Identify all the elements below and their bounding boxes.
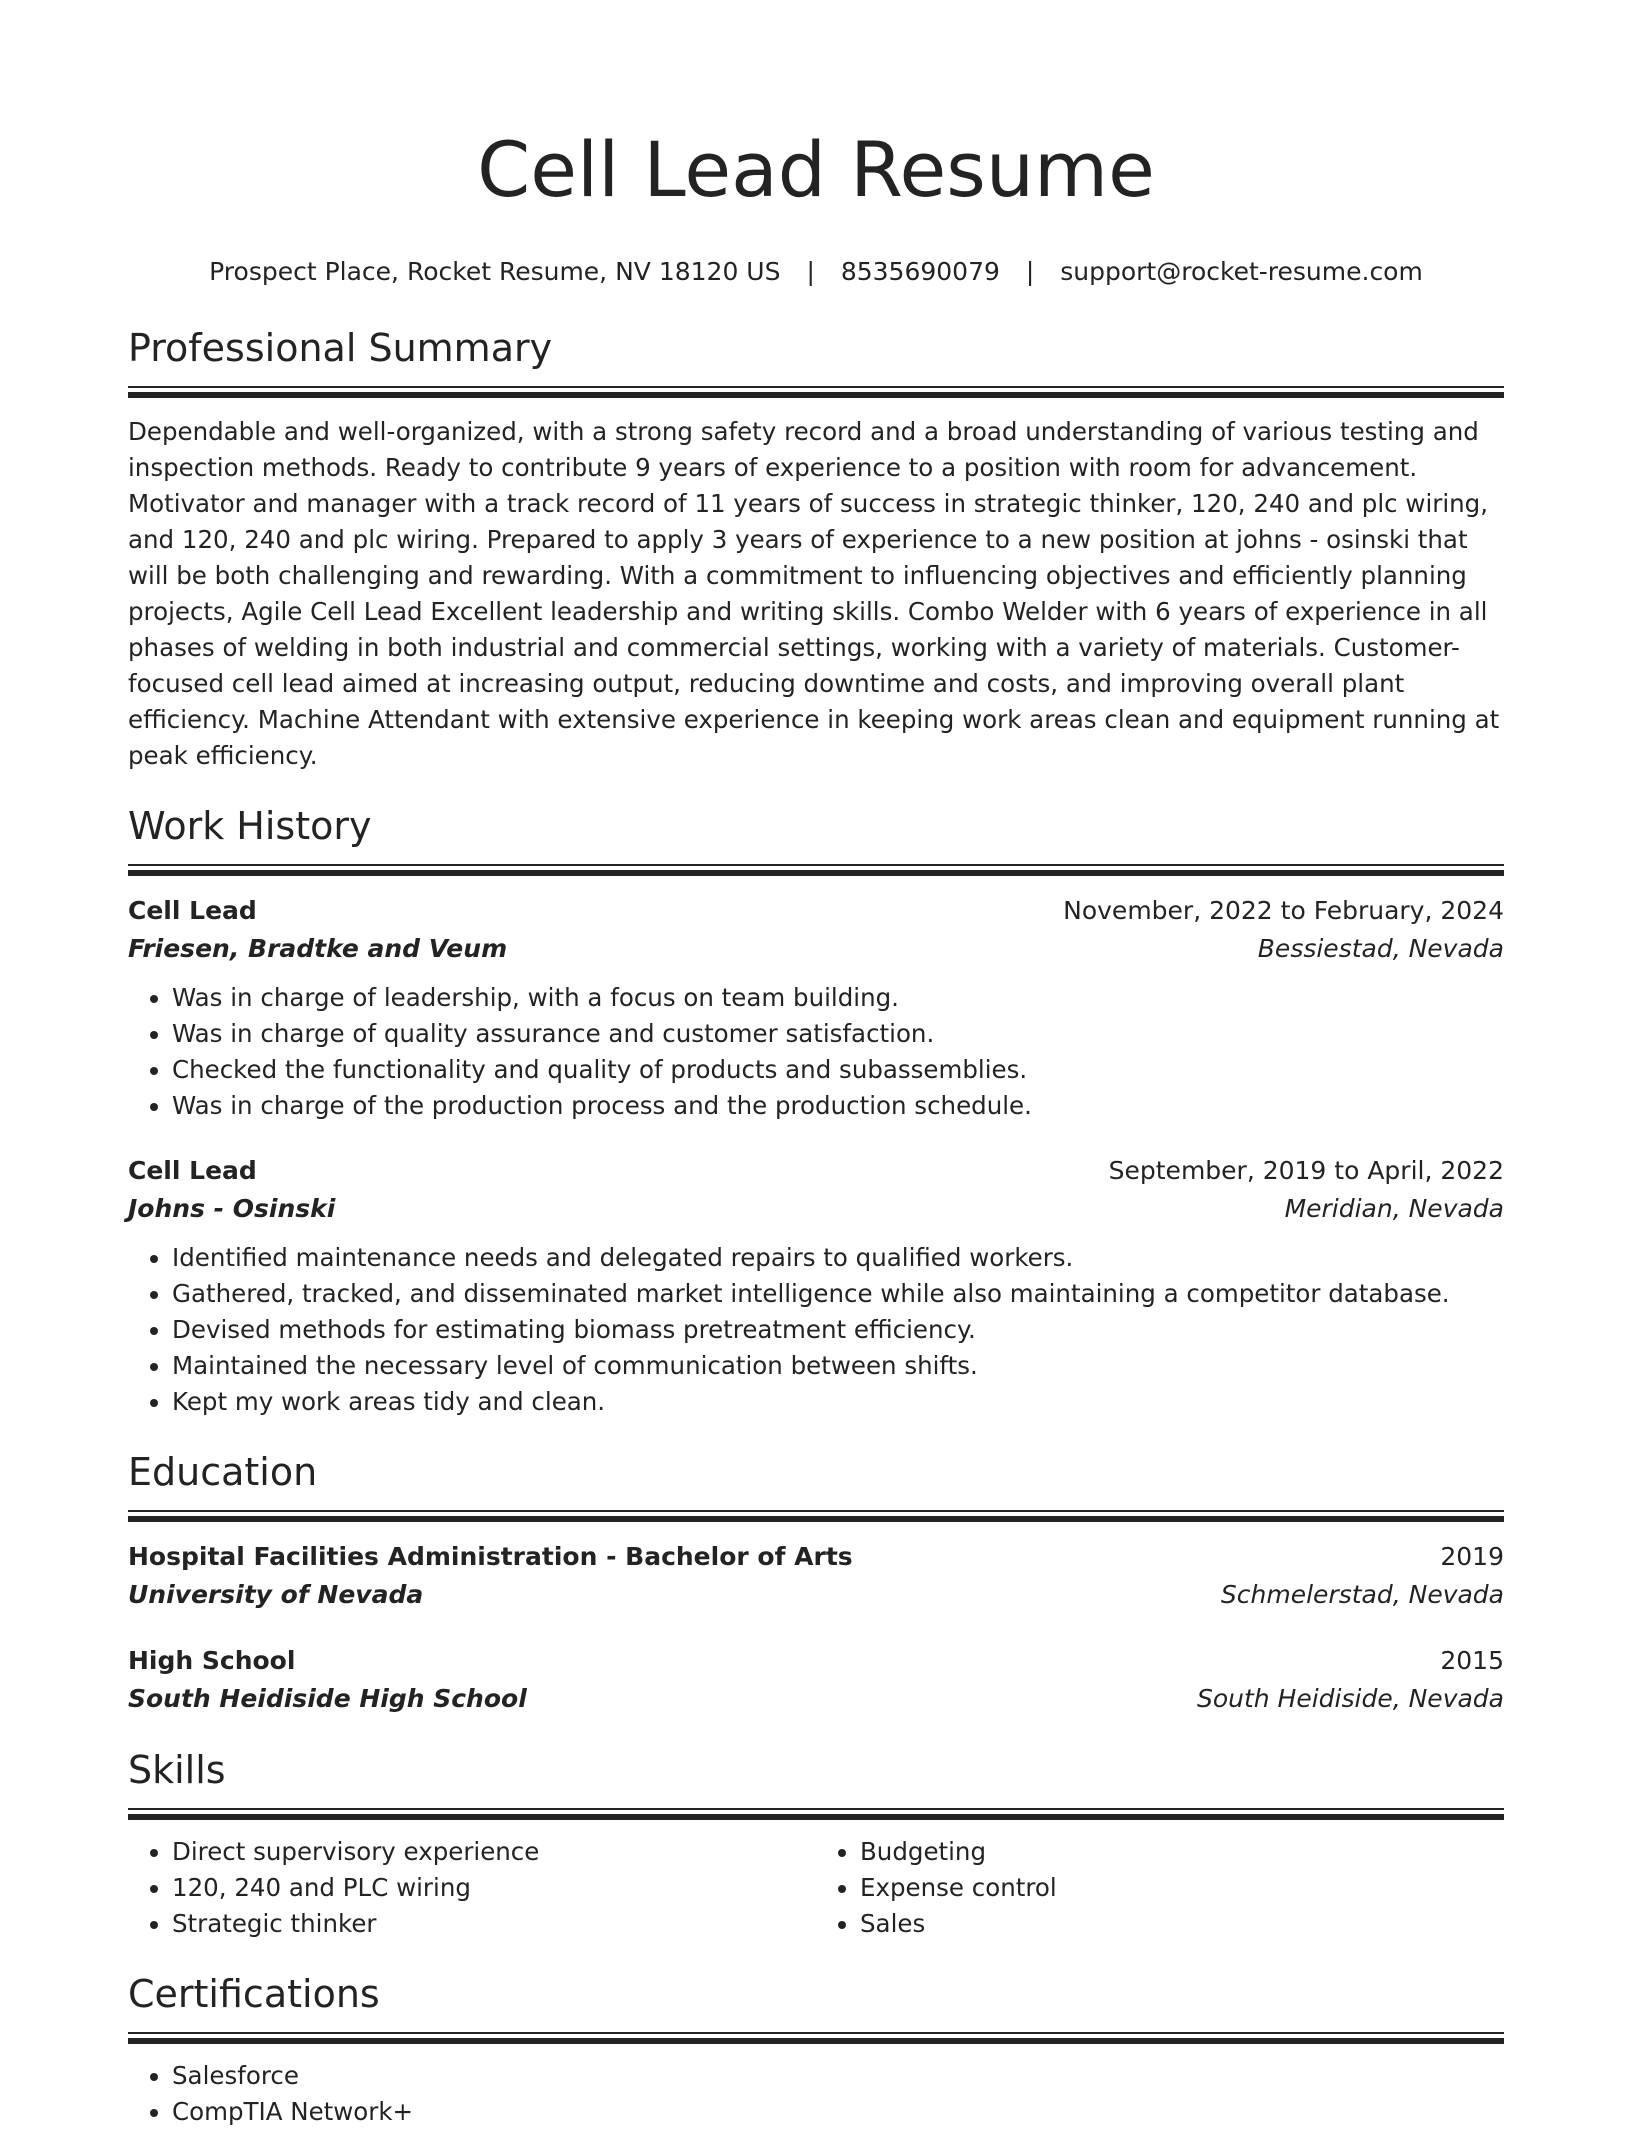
skill-item: • Sales xyxy=(860,1906,1504,1942)
contact-line xyxy=(128,254,1504,290)
section-heading: Skills xyxy=(128,1748,226,1792)
skill-item: • Budgeting xyxy=(860,1834,1504,1870)
skill-item: • Direct supervisory experience xyxy=(172,1834,816,1870)
summary-text: Dependable and well-organized, with a strong safety record and a broad understanding of various testing and inspection methods. Ready to contribute 9 years of experience to a position with room for advancement. Motivator and manager with a track record of 11 years of success in strategic thinker, 120, 240 and plc wiring, and 120, 240 and plc wiring. Prepared to apply 3 years of experience to a new position at johns - osinski that will be both challenging and rewarding. With a commitment to influencing objectives and efficiently planning projects, Agile Cell Lead Excellent leadership and writing skills. Combo Welder with 6 years of experience in all phases of welding in both industrial and commercial settings, working with a variety of materials. Customer-focused cell lead aimed at increasing output, reducing downtime and costs, and improving overall plant efficiency. Machine Attendant with extensive experience in keeping work areas clean and equipment running at peak efficiency. xyxy=(128,417,1500,770)
section-divider xyxy=(128,1510,1504,1524)
graduation-year: 2019 xyxy=(1440,1542,1504,1571)
section-heading: Work History xyxy=(128,804,372,848)
list-item: • Kept my work areas tidy and clean. xyxy=(172,1384,1504,1420)
resume-title: Cell Lead Resume xyxy=(477,125,1155,214)
skills-section xyxy=(128,1746,1504,1942)
school-name: University of Nevada xyxy=(128,1580,424,1609)
company-name: Johns - Osinski xyxy=(128,1194,336,1223)
work-history-section xyxy=(128,802,1504,1420)
degree-name: High School xyxy=(128,1646,296,1675)
job-location: Bessiestad, Nevada xyxy=(1257,934,1504,963)
list-item: • Checked the functionality and quality of products and subassemblies. xyxy=(172,1052,1504,1088)
contact-separator: | xyxy=(1025,257,1035,286)
education-section xyxy=(128,1448,1504,1718)
list-item: • Was in charge of leadership, with a focus on team building. xyxy=(172,980,1504,1016)
skills-grid xyxy=(128,1834,1504,1942)
section-divider xyxy=(128,2032,1504,2046)
job-bullets xyxy=(128,980,1504,1124)
section-divider xyxy=(128,864,1504,878)
certifications-section xyxy=(128,1970,1504,2130)
skills-column-right xyxy=(816,1834,1504,1942)
certification-item: • Salesforce xyxy=(172,2058,1504,2094)
school-location: South Heidiside, Nevada xyxy=(1196,1684,1504,1713)
list-item: • Devised methods for estimating biomass pretreatment efficiency. xyxy=(172,1312,1504,1348)
section-divider xyxy=(128,1808,1504,1822)
contact-separator: | xyxy=(806,257,815,286)
company-name: Friesen, Bradtke and Veum xyxy=(128,934,508,963)
graduation-year: 2015 xyxy=(1440,1646,1504,1675)
education-entry xyxy=(128,1538,1504,1614)
certification-item: • CompTIA Network+ xyxy=(172,2094,1504,2130)
list-item: • Was in charge of quality assurance and customer satisfaction. xyxy=(172,1016,1504,1052)
job-bullets xyxy=(128,1240,1504,1420)
section-heading: Certifications xyxy=(128,1972,380,2016)
contact-address: Prospect Place, Rocket Resume, NV 18120 US xyxy=(209,257,781,286)
school-name: South Heidiside High School xyxy=(128,1684,527,1713)
degree-name: Hospital Facilities Administration - Bachelor of Arts xyxy=(128,1542,853,1571)
education-entry xyxy=(128,1642,1504,1718)
job-location: Meridian, Nevada xyxy=(1284,1194,1504,1223)
skills-column-left xyxy=(128,1834,816,1942)
job-title: Cell Lead xyxy=(128,1156,257,1185)
job-entry xyxy=(128,892,1504,1124)
section-heading: Education xyxy=(128,1450,318,1494)
job-dates: September, 2019 to April, 2022 xyxy=(1108,1156,1504,1185)
school-location: Schmelerstad, Nevada xyxy=(1220,1580,1504,1609)
job-title: Cell Lead xyxy=(128,896,257,925)
job-dates: November, 2022 to February, 2024 xyxy=(1063,896,1504,925)
section-divider xyxy=(128,386,1504,400)
contact-phone: 8535690079 xyxy=(840,257,1000,286)
list-item: • Identified maintenance needs and delegated repairs to qualified workers. xyxy=(172,1240,1504,1276)
summary-section xyxy=(128,324,1504,774)
list-item: • Maintained the necessary level of communication between shifts. xyxy=(172,1348,1504,1384)
job-entry xyxy=(128,1152,1504,1420)
section-heading: Professional Summary xyxy=(128,326,553,370)
list-item: • Was in charge of the production process and the production schedule. xyxy=(172,1088,1504,1124)
skill-item: • Strategic thinker xyxy=(172,1906,816,1942)
list-item: • Gathered, tracked, and disseminated market intelligence while also maintaining a competitor database. xyxy=(172,1276,1504,1312)
contact-email: support@rocket-resume.com xyxy=(1060,257,1423,286)
skill-item: • 120, 240 and PLC wiring xyxy=(172,1870,816,1906)
certifications-list xyxy=(128,2058,1504,2130)
skill-item: • Expense control xyxy=(860,1870,1504,1906)
